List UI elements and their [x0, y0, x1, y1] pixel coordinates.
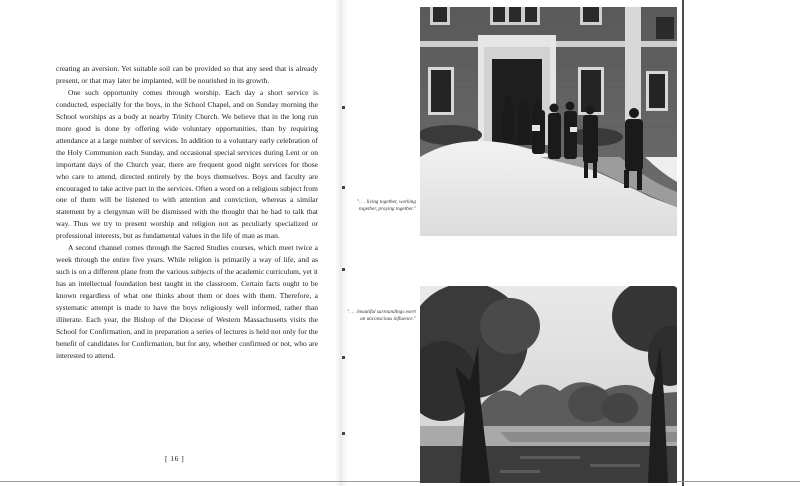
page-number: [ 16 ]	[165, 454, 185, 463]
binding-mark	[342, 268, 345, 271]
pond-landscape-illustration	[420, 286, 677, 483]
paragraph-2: One such opportunity comes through worship. Each day a short service is conducted, especially for the boys, in the School Chapel, and on Sunday morning the School worships as a body at nearby Trinity Church. We believe that in the long run more good is done by offering wide voluntary opportunities, than by requiring attendance at a large number of services. In addition to a voluntary early celebration of the Holy Communion each Sunday, and occasional special services during Lent or on important days of the Church year, there are frequent good night services for those who care to attend, directed entirely by the boys themselves. Boys and faculty are encouraged to take active part in the services. Often a word on a religious subject from one of them will be listened to with attention and conviction, whereas a similar statement by a clergyman will be dismissed with the thought that he had to talk that way. Thus we try to present worship and religion not as peculiarly specialized or professional interests, but as fundamental values in the life of man as man.	[56, 87, 318, 241]
chapel-snow-illustration	[420, 7, 677, 236]
binding-mark	[342, 432, 345, 435]
paragraph-3: A second channel comes through the Sacred Studies courses, which meet twice a week through the entire five years. While religion is primarily a way of life, and as such is on a different plane from the various subjects of the academic curriculum, yet it has an intellectual foundation best taught in the classroom. Certain facts ought to be known regardless of what one thinks about them or does with them. Therefore, a systematic attempt is made to have the boys religiously well informed, rather than illiterate. Each year, the Bishop of the Diocese of Western Massachusetts visits the School for Confirmation, and in preparation a series of lectures is held not only for the benefit of candidates for Confirmation, but for any, whether confirmed or not, who are interested to attend.	[56, 243, 318, 360]
binding-mark	[342, 186, 345, 189]
photo-pond-landscape	[420, 286, 677, 483]
paragraph-1: creating an aversion. Yet suitable soil can be provided so that any seed that is already present, or that may later be implanted, will be nourished in its growth.	[56, 64, 318, 85]
page-fold	[335, 0, 349, 486]
page-edge	[682, 0, 684, 486]
caption-top: ". . . living together, working together, praying together."	[356, 199, 416, 212]
binding-mark	[342, 106, 345, 109]
binding-mark	[342, 356, 345, 359]
left-page-text	[56, 63, 318, 362]
page-bottom-edge	[0, 481, 800, 482]
photo-chapel-snow	[420, 7, 677, 236]
caption-bottom: ". . . beautiful surroundings exert an unconscious influence."	[347, 309, 416, 322]
